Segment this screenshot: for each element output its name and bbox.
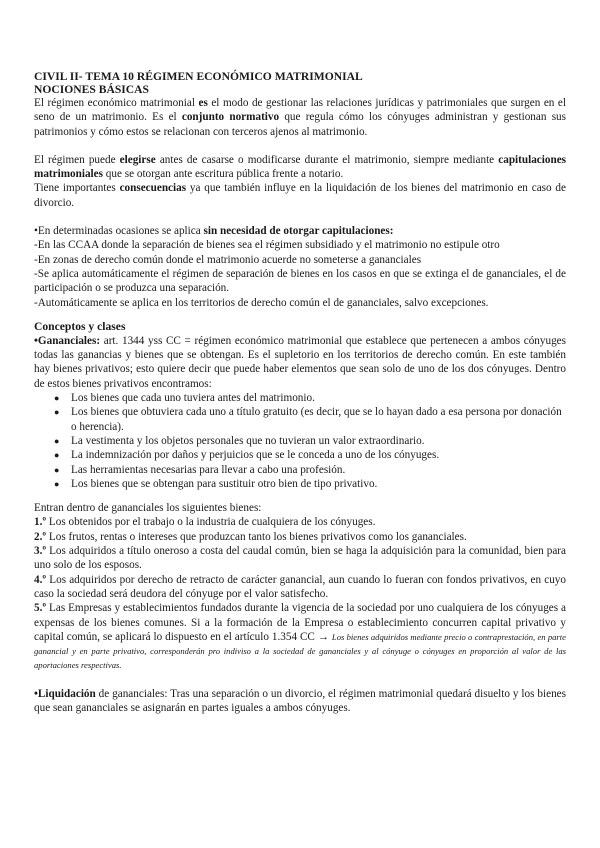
entran-intro: Entran dentro de gananciales los siguientes bienes: <box>34 502 262 515</box>
bullet-icon: ● <box>54 464 60 475</box>
sin-capitulaciones-line: -En zonas de derecho común donde el matrimonio acuerde no someterse a gananciales <box>34 253 422 266</box>
entran-item: 2.º Los frutos, rentas o intereses que produzcan tanto los bienes privativos como los gananciales. <box>34 530 467 543</box>
bullet-icon: ● <box>54 450 60 461</box>
liquidacion-paragraph: •Liquidación de gananciales: Tras una separación o un divorcio, el régimen matrimonial quedará disuelto y los bienes que sean gananciales se asignarán en partes iguales a ambos cónyuges. <box>34 687 566 714</box>
elegirse-paragraph: El régimen puede elegirse antes de casarse o modificarse durante el matrimonio, siempre mediante capitulaciones matrimoniales que se otorgan ante escritura pública frente a notario. <box>34 153 567 181</box>
entran-item: 3.º Los adquiridos a título oneroso a costa del caudal común, bien se haga la adquisición para la comunidad, bien para uno solo de los esposos. <box>34 545 566 572</box>
sin-capitulaciones-line: -En las CCAA donde la separación de bienes sea el régimen subsidiado y el matrimonio no estipule otro <box>34 239 500 252</box>
sin-capitulaciones-heading: •En determinadas ocasiones se aplica sin necesidad de otorgar capitulaciones: <box>34 225 394 238</box>
entran-item: 4.º Los adquiridos por derecho de retracto de carácter ganancial, aun cuando lo fueran con fondos privativos, en cuyo caso la sociedad será deudora del cónyuge por el valor satisfecho. <box>34 573 566 600</box>
list-item: ● Los bienes que se obtengan para sustituir otro bien de tipo privativo. <box>54 477 378 490</box>
bullet-icon: ● <box>54 407 60 418</box>
privativos-list <box>34 391 566 491</box>
entran-item: 5.º Las Empresas y establecimientos fundados durante la vigencia de la sociedad por uno cualquiera de los cónyuges a expensas de los bienes comunes. Si a la formación de la Empresa o establecimiento concurren capital privativo y capital común, se aplicará lo dispuesto en el artículo 1.354 CC → Los bienes adquiridos mediante precio o contraprestación, en parte ganancial y en parte privativo, corresponderán pro indiviso a la sociedad de gananciales y al cónyuge o cónyuges en proporción al valor de las aportaciones respectivas. <box>34 602 566 671</box>
list-item: ● La vestimenta y los objetos personales que no tuvieran un valor extraordinario. <box>54 434 425 447</box>
page-subtitle: NOCIONES BÁSICAS <box>34 83 150 96</box>
bullet-icon: ● <box>54 435 60 446</box>
conceptos-heading: Conceptos y clases <box>34 319 126 333</box>
list-item: ● La indemnización por daños y perjuicios que se le conceda a uno de los cónyuges. <box>54 449 440 462</box>
list-item: ● Los bienes que obtuviera cada uno a título gratuito (es decir, que se lo hayan dado a esa persona por donación o herencia). <box>54 406 562 433</box>
page-title: CIVIL II- TEMA 10 RÉGIMEN ECONÓMICO MATRIMONIAL <box>34 70 363 83</box>
list-item: ● Los bienes que cada uno tuviera antes del matrimonio. <box>54 392 315 405</box>
sin-capitulaciones-line: -Se aplica automáticamente el régimen de separación de bienes en los casos en que se extinga el de gananciales, el de participación o se produzca una separación. <box>34 267 566 295</box>
bullet-icon: ● <box>54 393 60 404</box>
article-1354-quote: Los bienes adquiridos mediante precio o contraprestación, en parte ganancial y en parte privativo, corresponderán pro indiviso a la sociedad de gananciales y al cónyuge o cónyuges en proporción al valor de las aportaciones respectivas. <box>34 631 566 671</box>
consecuencias-paragraph: Tiene importantes consecuencias ya que también influye en la liquidación de los bienes del matrimonio en caso de divorcio. <box>34 182 566 209</box>
bullet-icon: ● <box>54 478 60 489</box>
intro-paragraph: El régimen económico matrimonial es el modo de gestionar las relaciones jurídicas y patrimoniales que surgen en el seno de un matrimonio. Es el conjunto normativo que regula cómo los cónyuges administran y gestionan sus patrimonios y cómo estos se relacionan con terceros ajenos al matrimonio. <box>34 97 566 138</box>
entran-item: 1.º Los obtenidos por el trabajo o la industria de cualquiera de los cónyuges. <box>34 516 376 529</box>
list-item: ● Las herramientas necesarias para llevar a cabo una profesión. <box>54 463 346 476</box>
sin-capitulaciones-line: -Automáticamente se aplica en los territorios de derecho común el de gananciales, salvo excepciones. <box>34 296 489 309</box>
gananciales-paragraph: •Gananciales: art. 1344 yss CC = régimen económico matrimonial que establece que pertenecen a ambos cónyuges todas las ganancias y bienes que se obtengan. Es el supletorio en los territorios de derecho común. En este también hay bienes privativos; esto quiere decir que puede haber elementos que sean solo de uno de los dos cónyuges. Dentro de estos bienes privativos encontramos: <box>34 334 566 390</box>
